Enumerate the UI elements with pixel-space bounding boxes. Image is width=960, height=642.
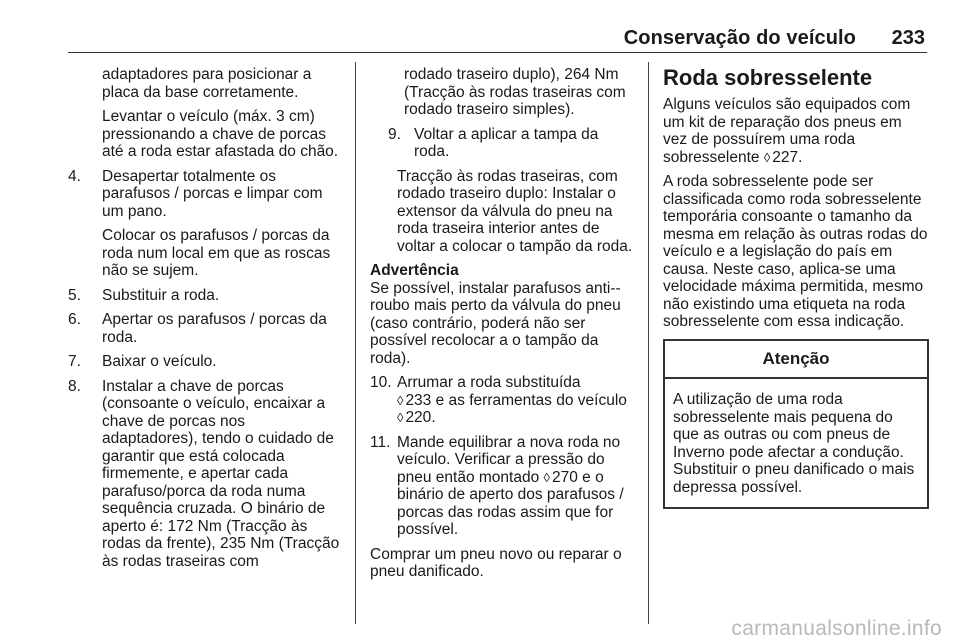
step-number: 5. bbox=[68, 286, 81, 304]
step-text bbox=[397, 374, 635, 427]
column-divider-left bbox=[355, 62, 356, 624]
closing-paragraph: Comprar um pneu novo ou reparar o pneu danificado. bbox=[370, 545, 622, 580]
step-number: 10. bbox=[370, 374, 392, 391]
step-text: Baixar o veículo. bbox=[102, 353, 217, 370]
step-text-part: e as ferramentas do veículo bbox=[435, 391, 627, 409]
header-rule bbox=[68, 52, 927, 53]
continued-paragraph: adaptadores para posicionar a placa da base corretamente. bbox=[102, 66, 312, 101]
step-subtext: Tracção às rodas traseiras, com rodado traseiro duplo: Instalar o extensor da válvula do pneu na roda traseira interior antes de voltar a colocar o tampão da roda. bbox=[397, 167, 633, 255]
page-reference-arrow-icon: ◊ bbox=[397, 392, 404, 408]
list-item bbox=[68, 287, 342, 305]
step-text-part: Mande equilibrar a nova roda no veículo. Verificar a pressão do pneu então montado bbox=[397, 433, 621, 486]
page-ref[interactable]: 270 bbox=[551, 468, 578, 486]
step-text-part: Arrumar a roda substituída bbox=[397, 374, 581, 391]
caution-heading: Atenção bbox=[665, 341, 927, 380]
watermark: carmanualsonline.info bbox=[731, 617, 942, 640]
step-number: 6. bbox=[68, 311, 81, 328]
warning-heading: Advertência bbox=[370, 262, 459, 279]
step-number: 9. bbox=[388, 125, 401, 143]
step-number: 11. bbox=[370, 433, 391, 451]
step-text-part: e o binário de aperto dos parafusos / porcas das rodas assim que for possível. bbox=[397, 468, 624, 538]
column-3 bbox=[663, 66, 929, 509]
step-text: Voltar a aplicar a tampa da roda. bbox=[414, 125, 599, 160]
column-divider-right bbox=[648, 62, 649, 624]
list-item bbox=[370, 126, 635, 161]
step-text: Apertar os parafusos / porcas da roda. bbox=[102, 311, 327, 346]
step-text bbox=[397, 434, 635, 539]
step-text-part: . bbox=[431, 409, 436, 426]
step-text: Substituir a roda. bbox=[102, 286, 220, 304]
section-heading: Roda sobresselente bbox=[663, 65, 873, 90]
page-reference-arrow-icon: ◊ bbox=[763, 149, 771, 165]
continued-paragraph: rodado traseiro duplo), 264 Nm (Tracção às rodas traseiras com rodado traseiro simples). bbox=[404, 66, 626, 118]
warning-text: Se possível, instalar parafusos anti--roubo mais perto da válvula do pneu (caso contrário, poderá não ser possível recolocar a o tampão da roda). bbox=[370, 279, 621, 367]
page-ref[interactable]: 233 bbox=[405, 391, 432, 409]
page-header bbox=[0, 0, 960, 56]
column-1 bbox=[68, 66, 342, 577]
step-subtext: Colocar os parafusos / porcas da roda num local em que as roscas não se sujem. bbox=[102, 227, 331, 279]
page-reference-arrow-icon: ◊ bbox=[397, 410, 404, 425]
column-2 bbox=[370, 66, 635, 588]
step-text: Desapertar totalmente os parafusos / porcas e limpar com um pano. bbox=[102, 167, 323, 220]
paragraph-text: Alguns veículos são equipados com um kit de reparação dos pneus em vez de possuírem uma roda sobresselente bbox=[663, 96, 911, 166]
caution-text: A utilização de uma roda sobresselente mais pequena do que as outras ou com pneus de Inverno pode afectar a condução. Substituir o pneu danificado o mais depressa possível. bbox=[673, 391, 915, 496]
page-ref[interactable]: 227 bbox=[772, 148, 799, 166]
list-item bbox=[68, 168, 342, 221]
steps-list bbox=[68, 168, 342, 571]
list-item bbox=[370, 434, 635, 539]
paragraph-text: . bbox=[798, 148, 803, 166]
list-item bbox=[68, 378, 342, 571]
step-number: 8. bbox=[68, 377, 81, 395]
spare-kit-paragraph bbox=[663, 96, 929, 166]
caution-box bbox=[663, 339, 929, 510]
list-item bbox=[68, 311, 342, 346]
lift-vehicle-paragraph: Levantar o veículo (máx. 3 cm) pressionando a chave de porcas até a roda estar afastada do chão. bbox=[102, 108, 339, 160]
step-number: 7. bbox=[68, 353, 81, 370]
page-reference-arrow-icon: ◊ bbox=[543, 469, 550, 485]
step-text: Instalar a chave de porcas (consoante o veículo, encaixar a chave de porcas nos adaptadores), tendo o cuidado de garantir que está colocada firmemente, e apertar cada parafuso/porca da roda numa sequência cruzada. O binário de aperto é: 172 Nm (Tracção às rodas da frente), 235 Nm (Tracção às rodas traseiras com bbox=[102, 377, 340, 570]
step-number: 4. bbox=[68, 167, 81, 185]
page-title: Conservação do veículo bbox=[623, 27, 856, 49]
spare-classification-paragraph: A roda sobresselente pode ser classificada como roda sobresselente temporária consoante o tamanho da mesma em relação às outras rodas do veículo e a legislação do país em causa. Neste caso, aplica-se uma velocidade máxima permitida, mesmo não existindo uma etiqueta na roda sobresselente com essa indicação. bbox=[663, 173, 928, 330]
page-ref[interactable]: 220 bbox=[405, 409, 432, 426]
ref-wrap bbox=[397, 392, 627, 427]
page-number: 233 bbox=[891, 27, 925, 49]
list-item bbox=[68, 353, 342, 371]
list-item bbox=[370, 374, 635, 427]
